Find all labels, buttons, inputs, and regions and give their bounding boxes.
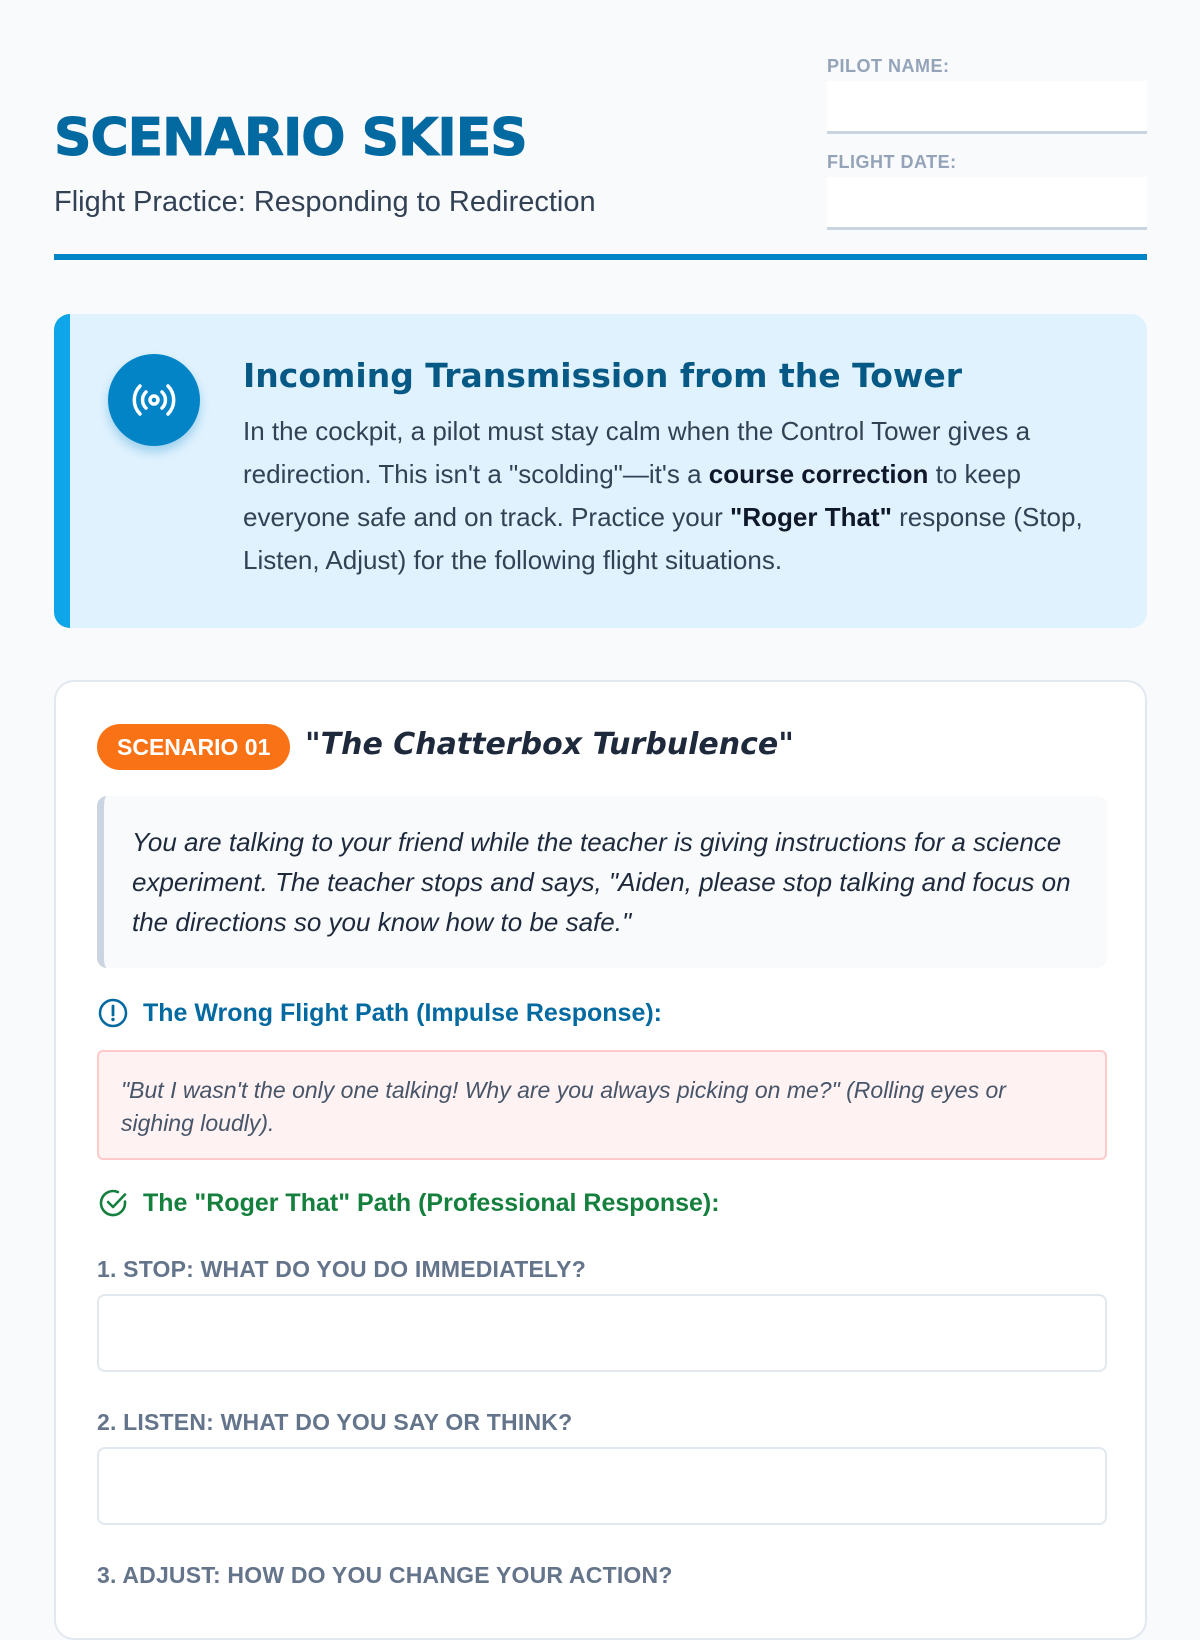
flight-date-label: FLIGHT DATE: (827, 152, 957, 172)
listen-answer-field[interactable] (97, 1447, 1107, 1525)
radio-signal-icon (108, 354, 200, 446)
wrong-path-heading (97, 997, 662, 1029)
adjust-question-label: 3. ADJUST: HOW DO YOU CHANGE YOUR ACTION? (97, 1562, 673, 1588)
callout-emphasis-2: "Roger That" (730, 502, 892, 532)
callout-body (243, 410, 1103, 582)
callout-text-2: to keep everyone safe and on track. Practice your (243, 459, 1021, 532)
worksheet-page (54, 0, 1147, 1588)
pilot-name-field[interactable] (827, 81, 1147, 134)
check-circle-icon (97, 1187, 129, 1219)
scenario-card (54, 680, 1147, 1640)
scenario-badge: SCENARIO 01 (97, 724, 290, 770)
impulse-response-box: "But I wasn't the only one talking! Why are you always picking on me?" (Rolling eyes or sighing loudly). (97, 1050, 1107, 1160)
pilot-name-label: PILOT NAME: (827, 56, 950, 76)
page-title: SCENARIO SKIES (54, 108, 527, 168)
wrong-path-label: The Wrong Flight Path (Impulse Response): (143, 998, 662, 1027)
worksheet-header (54, 0, 1147, 262)
callout-text-1: In the cockpit, a pilot must stay calm when the Control Tower gives a redirection. This isn't a "scolding"—it's a (243, 416, 1031, 489)
scenario-title: "The Chatterbox Turbulence" (305, 727, 794, 762)
scenario-situation: You are talking to your friend while the teacher is giving instructions for a science experiment. The teacher stops and says, "Aiden, please stop talking and focus on the directions so you know how to be safe." (97, 796, 1107, 968)
callout-title: Incoming Transmission from the Tower (243, 356, 963, 395)
alert-circle-icon (97, 997, 129, 1029)
pilot-info (827, 56, 1147, 248)
right-path-heading (97, 1187, 720, 1219)
transmission-callout (54, 314, 1147, 628)
callout-emphasis-1: course correction (708, 459, 929, 489)
page-subtitle: Flight Practice: Responding to Redirection (54, 186, 596, 218)
listen-question-label: 2. LISTEN: WHAT DO YOU SAY OR THINK? (97, 1409, 573, 1435)
right-path-label: The "Roger That" Path (Professional Response): (143, 1188, 720, 1217)
flight-date-field[interactable] (827, 177, 1147, 230)
callout-text-3: response (Stop, Listen, Adjust) for the following flight situations. (243, 502, 1083, 575)
stop-question-label: 1. STOP: WHAT DO YOU DO IMMEDIATELY? (97, 1256, 586, 1282)
stop-answer-field[interactable] (97, 1294, 1107, 1372)
header-divider (54, 254, 1147, 260)
